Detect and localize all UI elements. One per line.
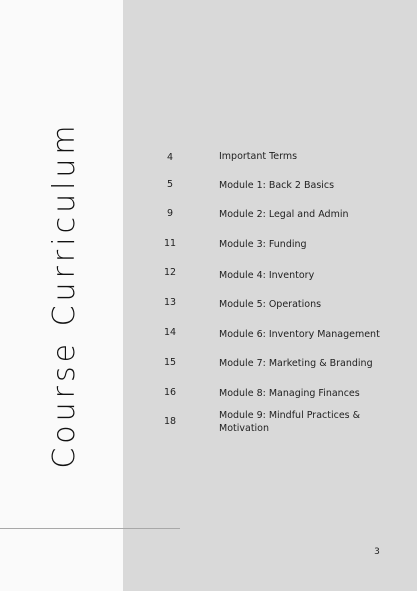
toc-row[interactable]: [123, 237, 417, 267]
toc-page-number: 15: [163, 357, 177, 368]
toc-entry-title: Module 7: Marketing & Branding: [219, 358, 373, 369]
toc-row[interactable]: [123, 178, 417, 208]
toc-page-number: 9: [166, 208, 174, 219]
toc-entry-title: Module 5: Operations: [219, 299, 322, 310]
toc-page-number: 16: [163, 387, 177, 398]
toc-entry-title: Module 1: Back 2 Basics: [219, 180, 335, 191]
toc-page-number: 14: [163, 327, 177, 338]
toc-row[interactable]: [123, 326, 417, 356]
toc-row[interactable]: [123, 409, 417, 441]
toc-page-number: 18: [163, 416, 177, 427]
toc-page-number: 13: [163, 297, 177, 308]
toc-entry-title: Important Terms: [219, 151, 298, 162]
toc-row[interactable]: [123, 149, 417, 179]
toc-page-number: 11: [163, 238, 177, 249]
toc-entry-title: Module 3: Funding: [219, 239, 307, 250]
toc-page-number: 5: [166, 179, 174, 190]
toc-entry-title: Module 2: Legal and Admin: [219, 209, 349, 220]
divider-line: [0, 528, 180, 529]
page-title: Course Curriculum: [47, 121, 82, 469]
toc-page-number: 12: [163, 267, 177, 278]
page-number: 3: [374, 547, 380, 557]
toc-row[interactable]: [123, 207, 417, 237]
toc-row[interactable]: [123, 296, 417, 326]
toc-row[interactable]: [123, 356, 417, 386]
toc-page-number: 4: [166, 152, 174, 163]
toc-entry-title: Module 4: Inventory: [219, 270, 315, 281]
toc-entry-title: Module 6: Inventory Management: [219, 329, 380, 340]
toc-entry-title: Module 8: Managing Finances: [219, 388, 360, 399]
toc-entry-title: Module 9: Mindful Practices & Motivation: [219, 410, 361, 434]
toc-row[interactable]: [123, 266, 417, 296]
